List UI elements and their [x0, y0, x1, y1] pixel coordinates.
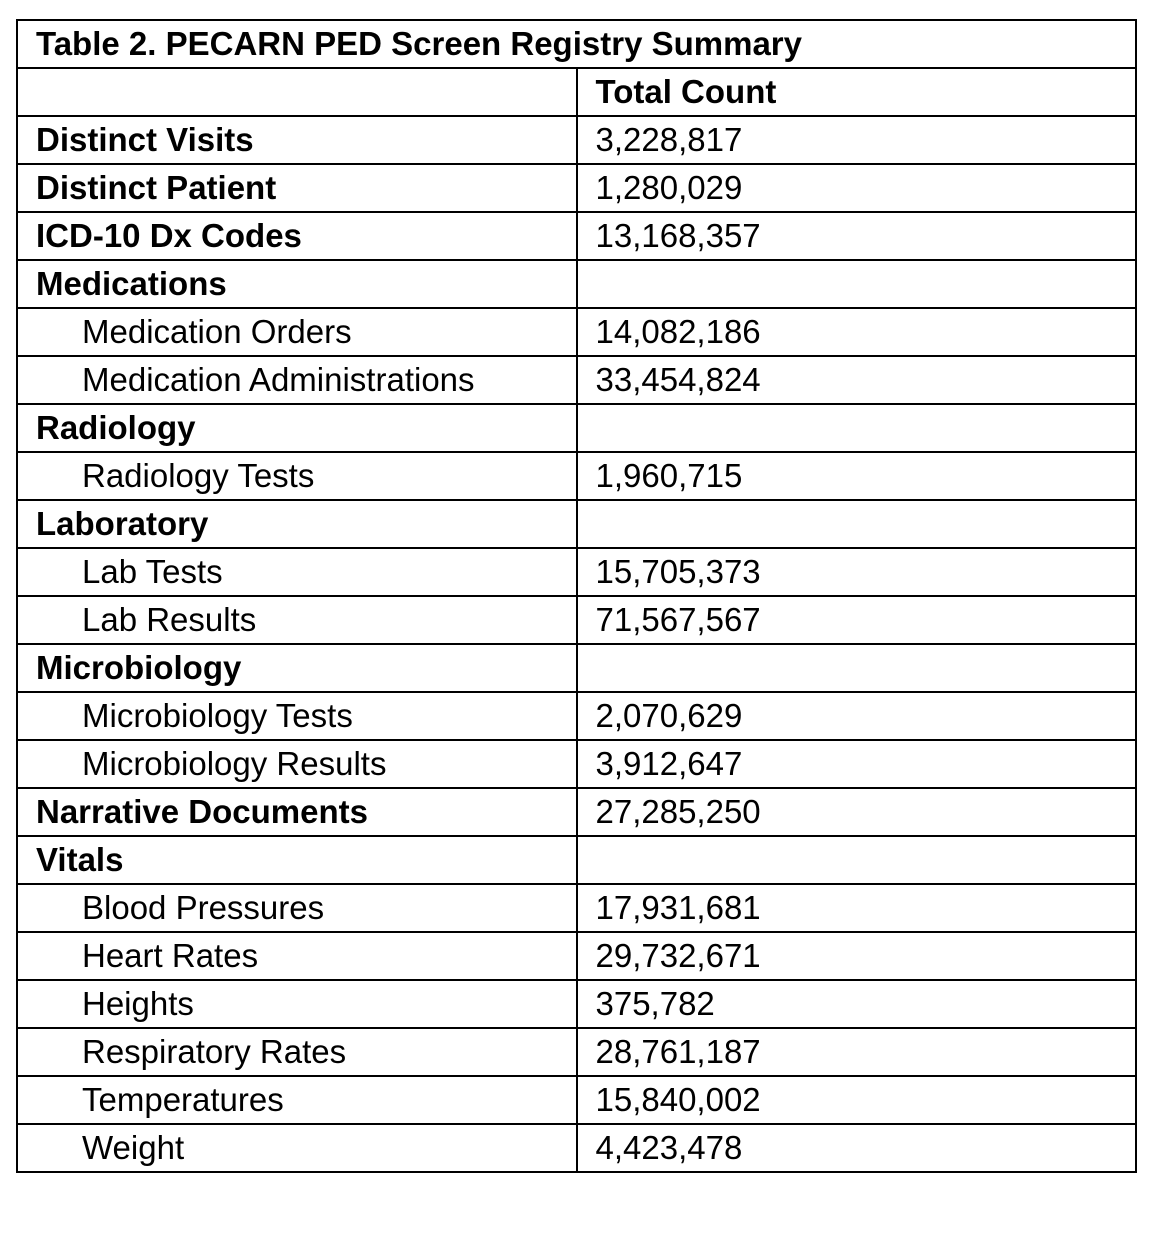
table-row	[17, 260, 1136, 308]
table-row	[17, 500, 1136, 548]
table-row	[17, 836, 1136, 884]
table-row	[17, 548, 1136, 596]
subcategory-label: Lab Results	[17, 596, 577, 644]
table-row	[17, 644, 1136, 692]
table-row	[17, 116, 1136, 164]
subcategory-label: Medication Administrations	[17, 356, 577, 404]
total-count-value: 4,423,478	[577, 1124, 1137, 1172]
table-row	[17, 1028, 1136, 1076]
table-row	[17, 452, 1136, 500]
subcategory-label: Heart Rates	[17, 932, 577, 980]
category-label: Radiology	[17, 404, 577, 452]
table-row	[17, 1124, 1136, 1172]
table-row	[17, 932, 1136, 980]
total-count-value	[577, 500, 1137, 548]
header-label-cell	[17, 68, 577, 116]
category-label: Distinct Visits	[17, 116, 577, 164]
subcategory-label: Heights	[17, 980, 577, 1028]
table-row	[17, 212, 1136, 260]
total-count-value	[577, 260, 1137, 308]
total-count-value: 29,732,671	[577, 932, 1137, 980]
category-label: Narrative Documents	[17, 788, 577, 836]
header-total-count: Total Count	[577, 68, 1137, 116]
total-count-value: 1,960,715	[577, 452, 1137, 500]
total-count-value: 1,280,029	[577, 164, 1137, 212]
table-row	[17, 164, 1136, 212]
category-label: ICD-10 Dx Codes	[17, 212, 577, 260]
total-count-value	[577, 836, 1137, 884]
registry-summary-table-container	[16, 19, 1137, 1173]
total-count-value: 14,082,186	[577, 308, 1137, 356]
table-row	[17, 404, 1136, 452]
total-count-value: 71,567,567	[577, 596, 1137, 644]
total-count-value: 15,840,002	[577, 1076, 1137, 1124]
category-label: Laboratory	[17, 500, 577, 548]
table-row	[17, 884, 1136, 932]
subcategory-label: Microbiology Results	[17, 740, 577, 788]
subcategory-label: Radiology Tests	[17, 452, 577, 500]
total-count-value: 28,761,187	[577, 1028, 1137, 1076]
total-count-value	[577, 644, 1137, 692]
table-row	[17, 1076, 1136, 1124]
subcategory-label: Medication Orders	[17, 308, 577, 356]
table-row	[17, 980, 1136, 1028]
table-row	[17, 356, 1136, 404]
total-count-value: 375,782	[577, 980, 1137, 1028]
subcategory-label: Respiratory Rates	[17, 1028, 577, 1076]
subcategory-label: Weight	[17, 1124, 577, 1172]
total-count-value: 17,931,681	[577, 884, 1137, 932]
table-row	[17, 740, 1136, 788]
table-header-row	[17, 68, 1136, 116]
table-row	[17, 692, 1136, 740]
total-count-value: 3,912,647	[577, 740, 1137, 788]
subcategory-label: Microbiology Tests	[17, 692, 577, 740]
category-label: Medications	[17, 260, 577, 308]
total-count-value: 3,228,817	[577, 116, 1137, 164]
registry-summary-table	[16, 19, 1137, 1173]
subcategory-label: Lab Tests	[17, 548, 577, 596]
category-label: Vitals	[17, 836, 577, 884]
subcategory-label: Blood Pressures	[17, 884, 577, 932]
table-title: Table 2. PECARN PED Screen Registry Summary	[17, 20, 1136, 68]
table-title-row	[17, 20, 1136, 68]
category-label: Distinct Patient	[17, 164, 577, 212]
total-count-value: 2,070,629	[577, 692, 1137, 740]
table-row	[17, 308, 1136, 356]
total-count-value: 27,285,250	[577, 788, 1137, 836]
total-count-value: 13,168,357	[577, 212, 1137, 260]
total-count-value	[577, 404, 1137, 452]
table-row	[17, 788, 1136, 836]
total-count-value: 33,454,824	[577, 356, 1137, 404]
total-count-value: 15,705,373	[577, 548, 1137, 596]
category-label: Microbiology	[17, 644, 577, 692]
subcategory-label: Temperatures	[17, 1076, 577, 1124]
table-row	[17, 596, 1136, 644]
